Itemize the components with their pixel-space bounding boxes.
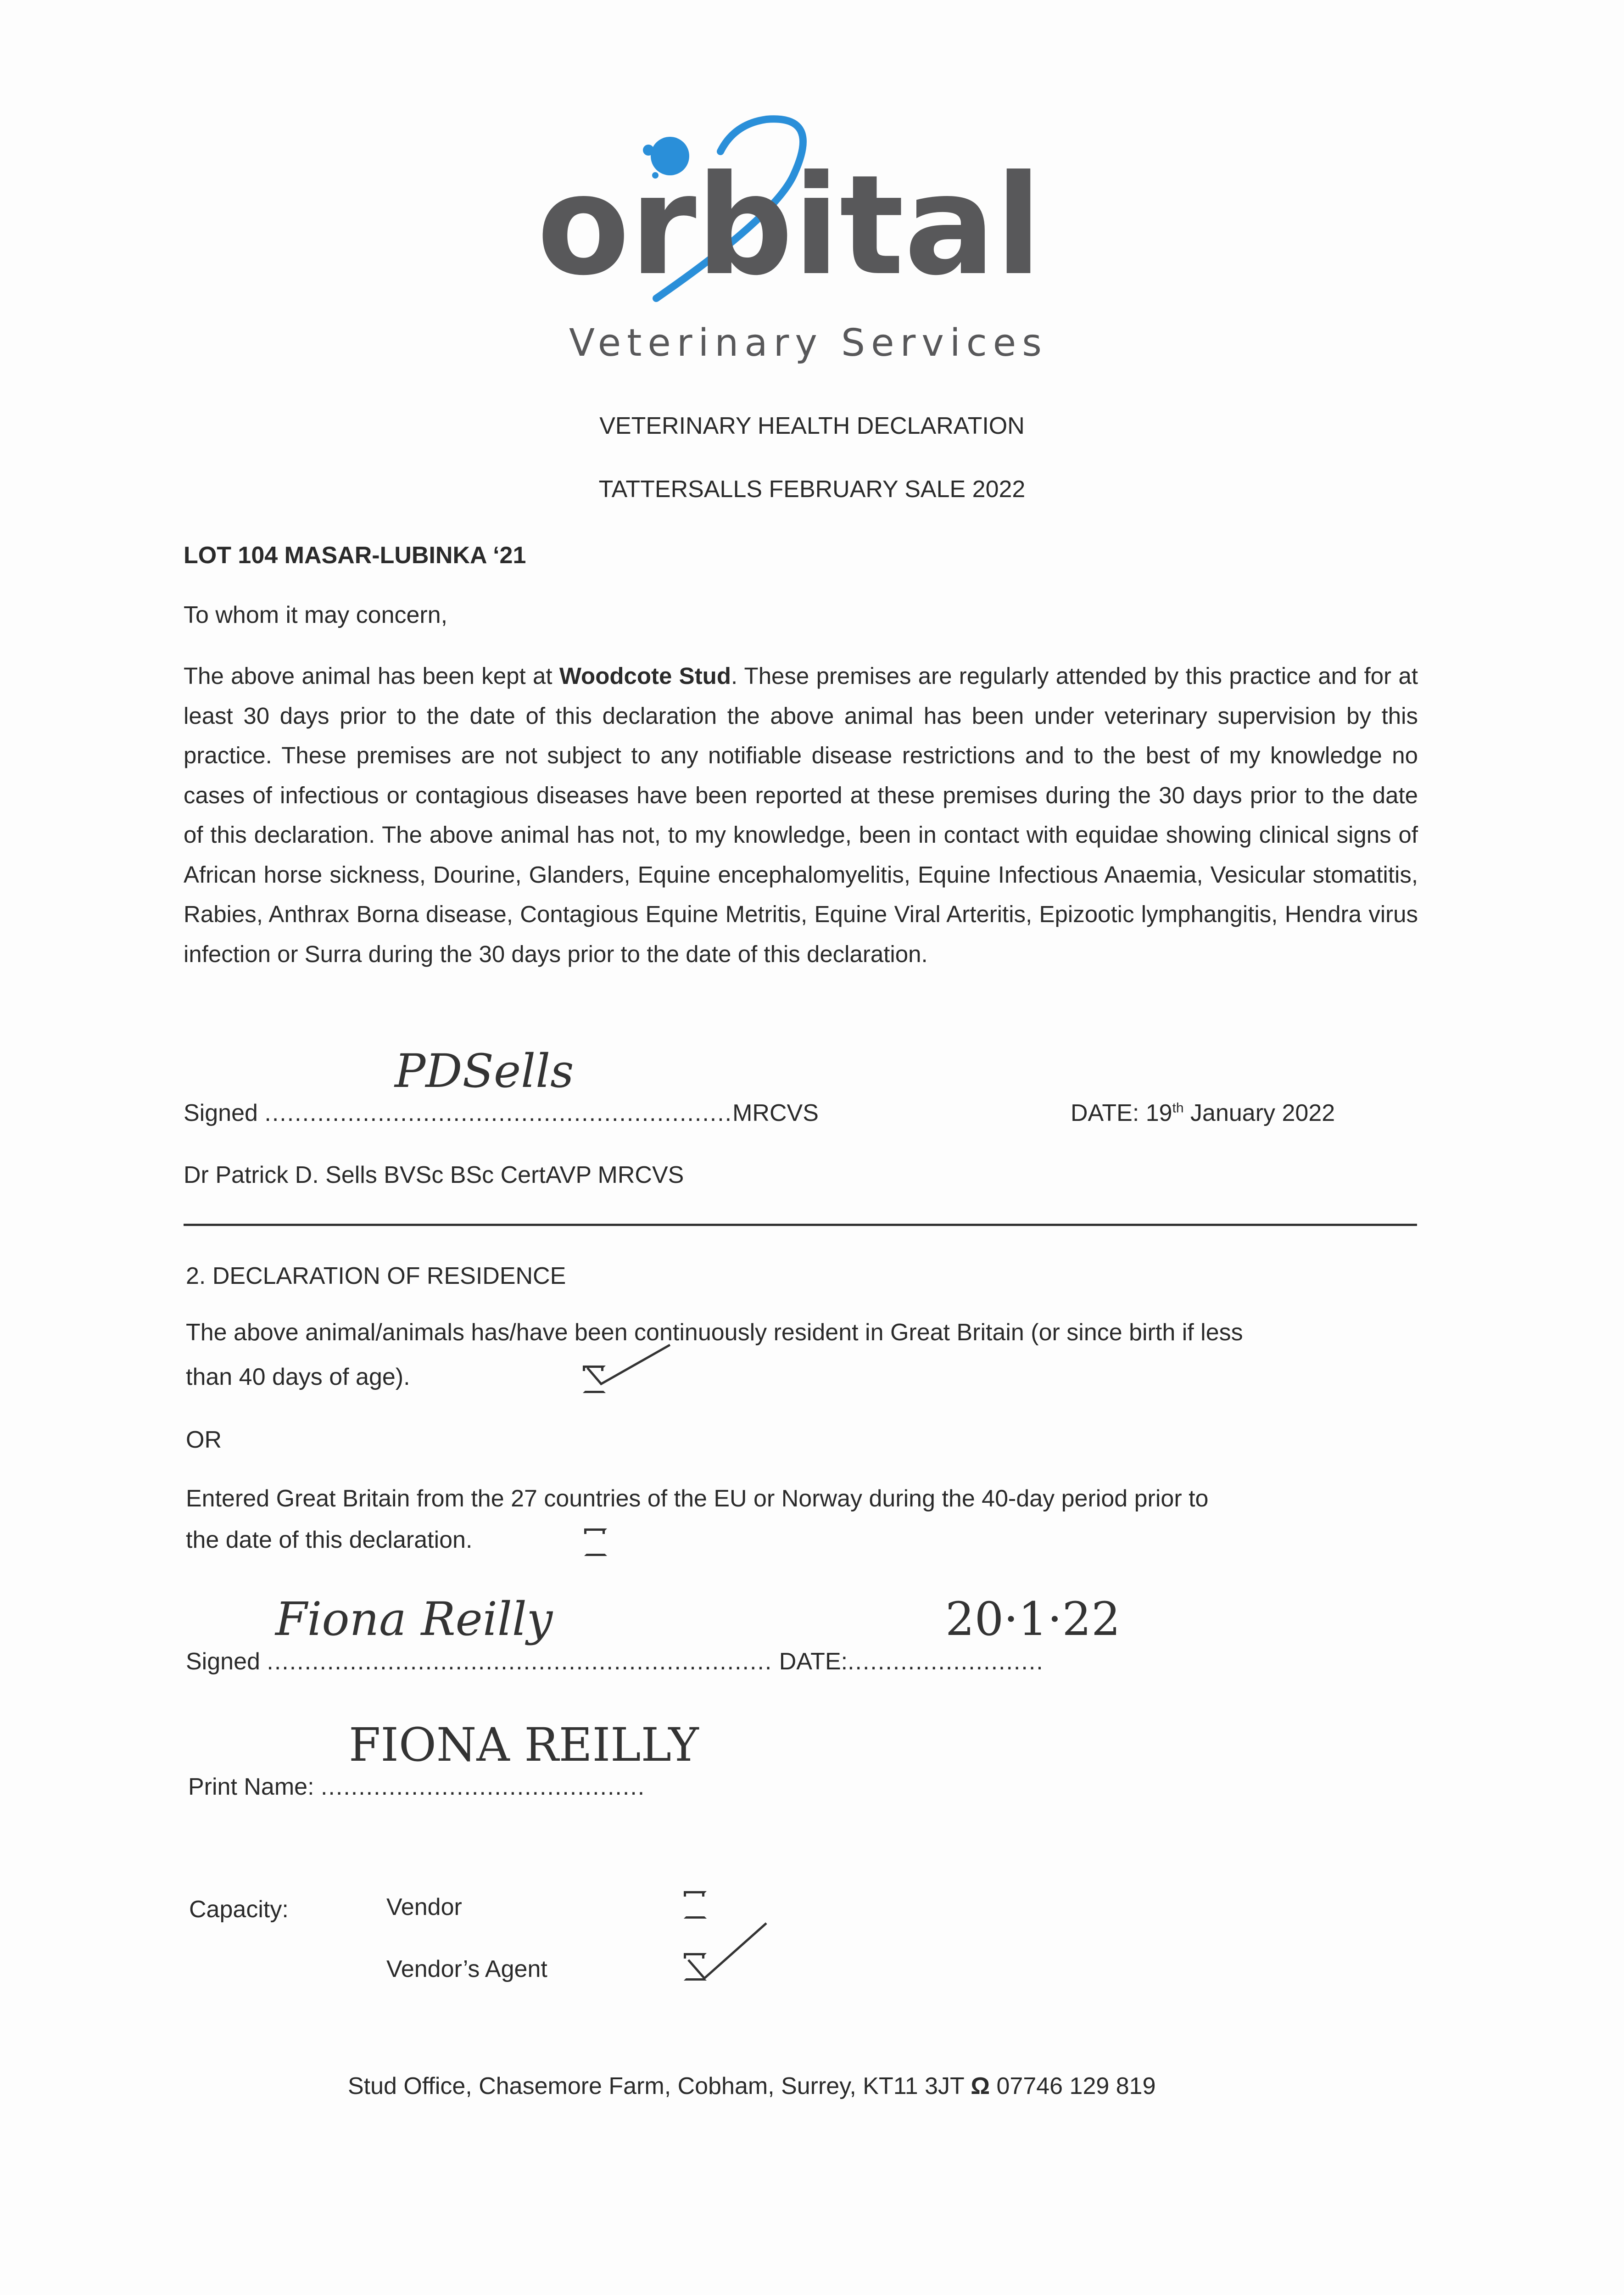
footer-address: Stud Office, Chasemore Farm, Cobham, Surrey, KT11 3JT (348, 2073, 964, 2099)
signed-label: Signed (184, 1100, 258, 1126)
document-subtitle: TATTERSALLS FEBRUARY SALE 2022 (598, 476, 1026, 503)
capacity-vendor-label: Vendor (386, 1894, 462, 1920)
residence-option1-text-2: than 40 days of age). (186, 1364, 410, 1390)
signed-label: Signed (186, 1648, 260, 1675)
section-divider (184, 1224, 1417, 1226)
date-value: January 2022 (1183, 1100, 1335, 1126)
declaration-body (184, 656, 1418, 974)
vet-signed-line (184, 1097, 819, 1129)
print-name-line (188, 1771, 645, 1803)
residence-option1-text: The above animal/animals has/have been continuously resident in Great Britain (or since birth if less (186, 1319, 1243, 1346)
body-text: The above animal has been kept at (184, 663, 559, 689)
date-label: DATE: (779, 1648, 848, 1675)
checkmark-icon (583, 1340, 675, 1391)
residence-heading: 2. DECLARATION OF RESIDENCE (186, 1263, 566, 1289)
salutation: To whom it may concern, (184, 602, 448, 628)
print-name-dots: ........................................... (320, 1774, 646, 1800)
agent-signature: Fiona Reilly (275, 1592, 553, 1646)
vet-signature: PDSells (395, 1044, 574, 1098)
option2-checkbox[interactable] (584, 1528, 607, 1556)
vet-name: Dr Patrick D. Sells BVSc BSc CertAVP MRCVS (184, 1162, 684, 1188)
print-name-value: FIONA REILLY (349, 1718, 699, 1772)
or-label: OR (186, 1427, 222, 1453)
mrcvs-label: MRCVS (732, 1100, 819, 1126)
capacity-label: Capacity: (189, 1896, 289, 1923)
logo-tagline: Veterinary Services (569, 321, 1042, 365)
document-title: VETERINARY HEALTH DECLARATION (599, 413, 1025, 439)
capacity-agent-label: Vendor’s Agent (386, 1956, 547, 1982)
print-name-label: Print Name: (188, 1774, 314, 1800)
vet-declaration-date (1071, 1097, 1335, 1129)
signature-dots: .............................................................. (264, 1100, 733, 1126)
date-label: DATE: 19 (1071, 1100, 1172, 1126)
premises-name: Woodcote Stud (559, 663, 731, 689)
logo-wordmark: orbital (537, 146, 1042, 306)
body-text-continued: . These premises are regularly attended by this practice and for at least 30 days prior to the date of this declaration the above animal has been under veterinary supervision by this practice. These premises are not subject to any notifiable disease restrictions and to the best of my knowledge no cases of infectious or contagious diseases have been reported at these premises during the 30 days prior to the date of this declaration. The above animal has not, to my knowledge, been in contact with equidae showing clinical signs of African horse sickness, Dourine, Glanders, Equine encephalomyelitis, Equine Infectious Anaemia, Vesicular stomatitis, Rabies, Anthrax Borna disease, Contagious Equine Metritis, Equine Viral Arteritis, Epizootic lymphangitis, Hendra virus infection or Surra during the 30 days prior to the date of this declaration. (184, 663, 1418, 967)
date-suffix: th (1172, 1100, 1184, 1116)
residence-date-value: 20·1·22 (945, 1592, 1121, 1646)
residence-signed-line (186, 1646, 1044, 1678)
lot-heading: LOT 104 MASAR-LUBINKA ‘21 (184, 542, 526, 569)
vendor-checkbox[interactable] (684, 1891, 707, 1919)
orbital-logo (537, 96, 1078, 372)
residence-option2-text: Entered Great Britain from the 27 countries of the EU or Norway during the 40-day period prior to (186, 1485, 1209, 1512)
signature-dots: ................................................................... (267, 1648, 773, 1675)
residence-option2-text-2: the date of this declaration. (186, 1527, 473, 1553)
orbital-logo-graphic (537, 96, 1078, 372)
checkmark-icon (684, 1919, 771, 1983)
date-dots: .......................... (848, 1648, 1044, 1675)
phone-icon: Ω (971, 2073, 990, 2099)
footer-phone: 07746 129 819 (996, 2073, 1156, 2099)
footer-address-line (348, 2070, 1156, 2102)
